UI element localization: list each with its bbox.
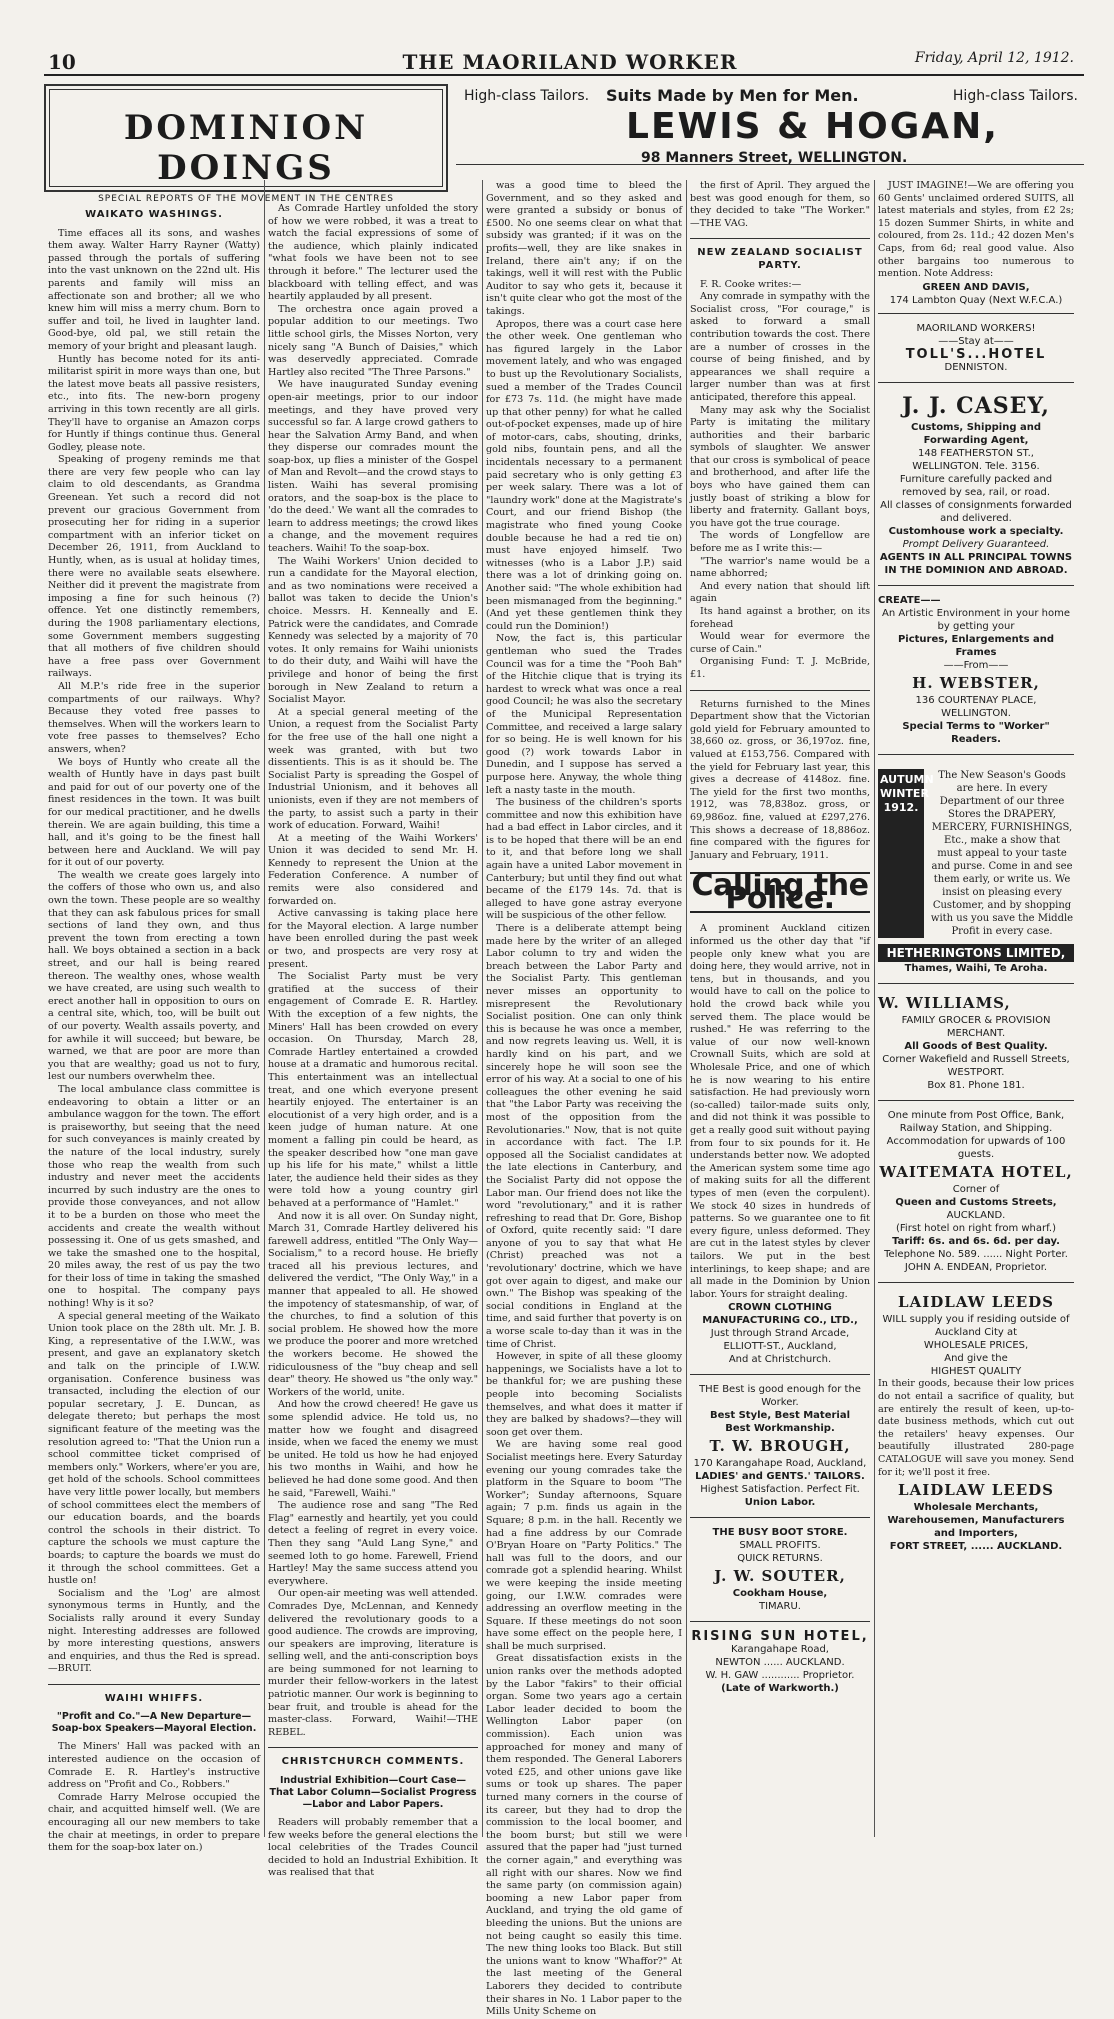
header-rule — [44, 74, 1084, 76]
casey-line-2: All classes of consignments forwarded and delivered. — [880, 499, 1072, 524]
tolls-line-2: ——Stay at—— — [938, 335, 1014, 347]
webster-name: H. WEBSTER, — [912, 673, 1040, 692]
laidlaw-line-7: FORT STREET, ...... AUCKLAND. — [889, 1541, 1063, 1553]
williams-name: W. WILLIAMS, — [878, 994, 1011, 1013]
waitemata-accommodation: Accommodation for upwards of 100 guests. — [886, 1136, 1066, 1161]
waitemata-ad — [878, 1100, 1074, 1282]
poem-line: Its hand against a brother, on its forehead — [690, 606, 870, 630]
tolls-town: DENNISTON. — [944, 361, 1008, 373]
divider — [690, 690, 870, 691]
casey-address-2: WELLINGTON. Tele. 3156. — [912, 460, 1040, 472]
laidlaw-name: LAIDLAW LEEDS — [898, 1293, 1054, 1312]
brough-ad — [690, 1374, 870, 1517]
laidlaw-line-6: Wholesale Merchants, Warehousemen, Manufacturers and Importers, — [887, 1502, 1065, 1540]
paper-title: THE MAORILAND WORKER — [402, 50, 738, 74]
webster-ad — [878, 585, 1074, 754]
paragraph: Speaking of progeny reminds me that there are very few people who can lay claim to old descendants, as Grandma Greenean. Yet such a record did not prevent our gracious Government from prosecuting her for riding in a superior compartment with an inferior ticket on December 26, 1911, from Auckland to Huntly, when, as is usual at holiday times, there were no available seats elsewhere. Neither did it prevent the magistrate from imposing a fine for such heinous (?) offence. Yet one distinctly remembers, during the 1908 parliamentary elections, some Government members suggesting that all mothers of five children should have a free pass over Government railways. — [48, 454, 260, 680]
hetheringtons-ad — [878, 754, 1074, 984]
paragraph: The business of the children's sports committee and now this exhibition have had a bad effect in Labor circles, and it is to be hoped that there will be an end to it, and that before long we shall again have a united Labor movement in Canterbury; but until they find out what became of the £179 14s. 7d. that is alleged to have gone astray everyone will be suspicious of the other fellow. — [486, 797, 682, 922]
divider — [268, 1747, 478, 1748]
laidlaw-line-2: WHOLESALE PRICES, — [923, 1340, 1029, 1352]
rising-sun-title: RISING SUN HOTEL, — [691, 1629, 869, 1645]
williams-ad — [878, 983, 1074, 1100]
waitemata-town: AUCKLAND. — [946, 1210, 1006, 1222]
column-rule — [482, 180, 483, 1837]
green-davis-address: 174 Lambton Quay (Next W.F.C.A.) — [889, 294, 1063, 306]
paragraph: Active canvassing is taking place here for the Mayoral election. A large number have been enrolled during the past week or two, and prospects are very rosy at present. — [268, 908, 478, 970]
rising-sun-town: NEWTON ...... AUCKLAND. — [715, 1657, 845, 1669]
waitemata-corner: Corner of — [952, 1184, 1000, 1196]
paragraph: Now, the fact is, this particular gentleman who sued the Trades Council was for a time the "Pooh Bah" of the Hitchie clique that is trying its hardest to wreck what was once a real good Council; he was also the secretary of the Municipal Representation Committee, and received a large salary for so being. He is well known for his good (?) work towards Labor in Dunedin, and I suppose has served a purpose here. Anyway, the whole thing left a nasty taste in the mouth. — [486, 633, 682, 796]
green-davis-name: GREEN AND DAVIS, — [922, 281, 1030, 293]
crown-clothing-address-2: ELLIOTT-ST., Auckland, — [723, 1341, 837, 1353]
casey-line-5: AGENTS IN ALL PRINCIPAL TOWNS IN THE DOMINION AND ABROAD. — [879, 551, 1073, 576]
ad-rule — [456, 164, 1084, 165]
souter-house: Cookham House, — [732, 1588, 828, 1600]
paragraph: The local ambulance class committee is endeavoring to obtain a litter or an ambulance waggon for the town. The effort is praiseworthy, but seeing that the need for such conveyances is mainly created by the nature of the local industry, surely those who reap the wealth from such industry and never meet the accidents incurred by such industry are the ones to provide those conveyances, and not allow it to be a burden on those who meet the accidents and create the wealth without possessing it. One of us gets smashed, and we take the smashed one to the hospital, 20 miles away, the rest of us pay the two for their loss of time in taking the smashed one to hospital. The company pays nothing! Why is it so? — [48, 1083, 260, 1310]
paragraph: The Socialist Party must be very gratified at the success of their engagement of Comrade E. R. Hartley. With the exception of a few nights, the Miners' Hall has been crowded on every occasion. On Thursday, March 28, Comrade Hartley entertained a crowded house at a dramatic and humorous recital. This entertainment was an intellectual treat, and one which everyone present heartily enjoyed. The entertainer is an elocutionist of a very high order, and is a keen judge of human nature. At one moment a falling pin could be heard, as the speaker described how "one man gave up his life for his mate," whilst a little later, the audience held their sides as they were told how a young country girl behaved at a performance of "Hamlet." — [268, 971, 478, 1209]
poem-line: And every nation that should lift again — [690, 580, 870, 605]
writer-line: F. R. Cooke writes:— — [700, 278, 802, 290]
webster-line-2: An Artistic Environment in your home by getting your — [882, 607, 1070, 632]
brough-intro: THE Best is good enough for the Worker. — [699, 1384, 861, 1409]
divider — [690, 238, 870, 239]
rising-sun-ad — [690, 1621, 870, 1703]
casey-address-1: 148 FEATHERSTON ST., — [918, 447, 1034, 459]
laidlaw-name-2: LAIDLAW LEEDS — [898, 1481, 1054, 1500]
paragraph: was a good time to bleed the Government, and so they asked and were granted a subsidy or bonus of £500. No one seems clear on what that subsidy was granted; if it was on the profits—well, they are like snakes in Ireland, there ain't any; if on the takings, well it will rest with the Public Auditor to say who gets it, because it isn't quite clear who got the most of the takings. — [486, 180, 682, 317]
paragraph: There is a deliberate attempt being made here by the writer of an alleged Labor column to try and widen the breach between the Labor Party and the Socialist Party. This gentleman never misses an opportunity to misrepresent the Revolutionary Socialist position. One can only think this is because he was once a member, and now regrets leaving us. Well, it is hardly kind on his part, and we sincerely hope he will soon see the error of his way. At a social to one of his colleagues the other evening he said that "the Labor Party was receiving the most of the opposition from the Revolutionaries." Now, that is not quite in accordance with fact. The I.P. opposed all the Socialist candidates at the late elections in Canterbury, and the Socialist Party did not oppose the Labor man. Our friend does not like the word "revolutionary," and it is rather refreshing to read that Dr. Gore, Bishop of Oxford, quite recently said: "I dare anyone of you to say that what He (Christ) preached was not a 'revolutionary' doctrine, which we have got over again to digest, and make our own." The Bishop was speaking of the social conditions in England at the time, and said further that poverty is on a worse scale to-day than it was in the time of Christ. — [486, 923, 682, 1350]
brough-satisfaction: Highest Satisfaction. Perfect Fit. — [700, 1484, 860, 1496]
webster-create: CREATE—— — [878, 594, 941, 606]
laidlaw-line-1: WILL supply you if residing outside of Auckland City at — [882, 1314, 1070, 1339]
casey-line-3: Customhouse work a specialty. — [888, 525, 1064, 537]
article-subheading-waihi: "Profit and Co."—A New Departure—Soap-box Speakers—Mayoral Election. — [51, 1711, 257, 1735]
paragraph: The audience rose and sang "The Red Flag" earnestly and heartily, yet you could detect a feeling of regret in every voice. Then they sang "Auld Lang Syne," and seemed loth to go home. Farewell, Friend Hartley! May the same success attend you everywhere. — [268, 1500, 478, 1587]
column-3 — [486, 180, 682, 2018]
column-5 — [878, 180, 1074, 1840]
paragraph: We have inaugurated Sunday evening open-air meetings, prior to our indoor meetings, and they have proved very successful so far. A large crowd gathers to hear the Salvation Army Band, and when they disperse our comrades mount the soap-box, up flies a minister of the Gospel of Man and Revolt—and the crowd stays to listen. Waihi has several promising orators, and the soap-box is the place to 'do the deed.' We want all the comrades to learn to address meetings; the crowd likes a change, and the movement requires teachers. Waihi! To the soap-box. — [268, 379, 478, 555]
article-heading-christchurch: CHRISTCHURCH COMMENTS. — [281, 1756, 465, 1768]
paragraph: And now it is all over. On Sunday night, March 31, Comrade Hartley delivered his farewell address, entitled "The Only Way—Socialism," to a record house. He briefly traced all his previous lectures, and delivered the verdict, "The Only Way," in a manner that appealed to all. He showed the impotency of statesmanship, of war, of the churches, to find a solution of this social problem. He showed how the more we produce the poorer and more wretched the workers become. He showed the ridiculousness of the "buy cheap and sell dear" theory. He showed us "the only way." Workers of the world, unite. — [268, 1210, 478, 1398]
paragraph: Time effaces all its sons, and washes them away. Walter Harry Rayner (Watty) passed through the portals of suffering into the vast unknown on the 22nd ult. His parents and family will miss an affectionate son and brother; all we who knew him will miss a merry chum. Born to suffer and toil, he lived in laughter land. Good-bye, old pal, we still retain the memory of your bright and pleasant laugh. — [48, 227, 260, 352]
paragraph: The wealth we create goes largely into the coffers of those who own us, and also own the town. These people are so wealthy that they can ask fabulous prices for small sections of land they own, and thus prevent the town from erecting a town hall. We boys obtained a section in a back street, and our hall is being reared thereon. The wealthy ones, whose wealth we have created, are using such wealth to erect another hall in opposition to ours on a central site, which, too, will be built out of our poverty. Wealth assails poverty, and for awhile it will succeed; but beware, be warned, we that are poor are more than you that are wealthy; goad us not to fury, lest our numbers overwhelm thee. — [48, 869, 260, 1083]
dominion-doings-subtitle: SPECIAL REPORTS OF THE MOVEMENT IN THE CENTRES — [98, 194, 394, 204]
paragraph: the first of April. They argued the best was good enough for them, so they decided to take "The Worker." —THE VAG. — [690, 180, 870, 229]
paragraph: All M.P.'s ride free in the superior compartments of our railways. Why? Because they voted free passes to themselves. When will the workers learn to vote free passes to themselves? Echo answers, when? — [48, 680, 260, 755]
paragraph: We are having some real good Socialist meetings here. Every Saturday evening our young comrades take the platform in the Square to boom "The Worker"; Sunday afternoons, Square again; 7 p.m. finds us again in the Square; 8 p.m. in the hall. Recently we had a fine address by our Comrade O'Bryan Hoare on "Party Politics." The hall was full to the doors, and our comrade got a splendid hearing. Whilst we were keeping the inside meeting going, our I.W.W. comrades were addressing an overflow meeting in the Square. If these meetings do not soon have some effect on the people here, I shall be much surprised. — [486, 1439, 682, 1652]
crown-clothing-address-1: Just through Strand Arcade, — [710, 1328, 850, 1340]
laidlaw-line-5: In their goods, because their low prices do not entail a sacrifice of quality, but are entirely the result of keen, up-to-date business methods, which cut out the retailers' heavy expenses. Our beautifully illustrated 280-page CATALOGUE will save you money. Send for it; we'll post it free. — [878, 1378, 1074, 1478]
lewis-hogan-ad — [456, 84, 1084, 164]
rising-sun-road: Karangahape Road, — [731, 1644, 829, 1656]
laidlaw-line-3: And give the — [944, 1353, 1008, 1365]
column-2 — [268, 203, 478, 1879]
waitemata-streets: Queen and Customs Streets, — [895, 1197, 1057, 1209]
webster-address-2: WELLINGTON. — [941, 707, 1011, 719]
casey-line-4: Prompt Delivery Guaranteed. — [902, 538, 1050, 550]
autumn-text: The New Season's Goods are here. In every Department of our three Stores the DRAPERY, MERCERY, FURNISHINGS, Etc., make a show that must appeal to your taste and purse. Come in and see them early, or write us. We insist on pleasing every Customer, and by shopping with us you save the Middle Profit in every case. — [930, 769, 1074, 937]
williams-line-1: All Goods of Best Quality. — [904, 1041, 1048, 1053]
article-heading-waihi: WAIHI WHIFFS. — [104, 1692, 204, 1704]
article-subheading-christchurch: Industrial Exhibition—Court Case—That Labor Column—Socialist Progress—Labor and Labor Papers. — [269, 1775, 477, 1811]
dominion-doings-title: DOMINION DOINGS — [123, 108, 369, 188]
brough-trade: LADIES' and GENTS.' TAILORS. — [695, 1471, 865, 1483]
paragraph: Our open-air meeting was well attended. Comrades Dye, McLennan, and Kennedy delivered the revolutionary goods to a good audience. The crowds are improving, our speakers are improving, literature is selling well, and the anti-conscription boys are being summoned for not learning to murder their fellow-workers in the latest patriotic manner. Our work is beginning to bear fruit, and trouble is ahead for the master-class. Forward, Waihi!—THE REBEL. — [268, 1588, 478, 1738]
paragraph: As Comrade Hartley unfolded the story of how we were robbed, it was a treat to watch the facial expressions of some of the audience, which plainly indicated "what fools we have been not to see through it before." The lecturer used the blackboard with telling effect, and was heartily applauded by all present. — [268, 203, 478, 303]
paragraph: At a meeting of the Waihi Workers' Union it was decided to send Mr. H. Kennedy to represent the Union at the Federation Conference. A number of remits were also considered and forwarded on. — [268, 832, 478, 907]
rising-sun-proprietor: W. H. GAW ............ Proprietor. — [705, 1670, 855, 1682]
paragraph: The Waihi Workers' Union decided to run a candidate for the Mayoral election, and as two nominations were received a ballot was taken to decide the Union's choice. Messrs. H. Kenneally and E. Patrick were the candidates, and Comrade Kennedy was selected by a majority of 70 votes. It only remains for Waihi unionists to do their duty, and Waihi will have the privilege and honor of being the first borough in New Zealand to return a Socialist Mayor. — [268, 555, 478, 706]
lewis-hogan-address: 98 Manners Street, WELLINGTON. — [641, 150, 908, 166]
column-rule — [264, 180, 265, 1837]
williams-trade: FAMILY GROCER & PROVISION MERCHANT. — [901, 1015, 1051, 1040]
souter-title: THE BUSY BOOT STORE. — [712, 1527, 848, 1539]
webster-line-5: Special Terms to "Worker" Readers. — [902, 720, 1050, 745]
paragraph: Readers will probably remember that a few weeks before the general elections the local celebrities of the Trades Council decided to hold an Industrial Exhibition. It was realised that that — [268, 1817, 478, 1879]
hetheringtons-name: HETHERINGTONS LIMITED, — [878, 944, 1074, 963]
brough-tag-2: Best Workmanship. — [725, 1423, 835, 1435]
paragraph: We boys of Huntly who create all the wealth of Huntly have in days past built and paid for out of our poverty one of the finest residences in the town. It was built for our medical practitioner, and he dwells therein. We are again building, this time a hall, and it's going to be the finest hall between here and Auckland. We will pay for it out of our poverty. — [48, 756, 260, 869]
divider — [48, 1684, 260, 1685]
page-number: 10 — [48, 50, 76, 74]
green-davis-text: JUST IMAGINE!—We are offering you 60 Gents' unclaimed ordered SUITS, all latest materials and styles, from £2 2s; 15 dozen Summer Shirts, in white and coloured, from 2s. 11d.; 42 dozen Men's Caps, from 6d; real good value. Also other bargains too numerous to mention. Note Address: — [878, 180, 1074, 280]
casey-ad — [878, 382, 1074, 585]
paragraph: Comrade Harry Melrose occupied the chair, and acquitted himself well. (We are encouraging all our new members to take the chair at meetings, in order to prepare them for the soap-box later on.) — [48, 1791, 260, 1854]
waitemata-intro: One minute from Post Office, Bank, Railway Station, and Shipping. — [887, 1110, 1065, 1135]
williams-line-2: Corner Wakefield and Russell Streets, WESTPORT. — [882, 1054, 1070, 1079]
paragraph: And how the crowd cheered! He gave us some splendid advice. He told us, no matter how we fought and disagreed inside, when we faced the enemy we must be united. He told us how he had enjoyed his two months in Waihi, and how he believed he had done some good. And then he said, "Farewell, Waihi." — [268, 1399, 478, 1499]
paragraph: A special general meeting of the Waikato Union took place on the 28th ult. Mr. J. B. King, a representative of the I.W.W., was present, and gave an explanatory sketch and talk on the principle of I.W.W. organisation. Conference business was transacted, including the election of our popular secretary, J. E. Duncan, as delegate thereto; but perhaps the most significant feature of the meeting was the resolution agreed to: "That the Union run a school committee ticket comprised of members only." Workers, where'er you are, get hold of the schools. School committees have very little power locally, but members of school committees elect the members of our education boards, and the boards control the schools in their district. To capture the schools we must capture the boards; to capture the boards we must do it through the school committees. Get a hustle on! — [48, 1310, 260, 1587]
paragraph: The Miners' Hall was packed with an interested audience on the occasion of Comrade E. R. Hartley's instructive address on "Profit and Co., Robbers." — [48, 1741, 260, 1791]
waitemata-telephone: Telephone No. 589. ...... Night Porter. — [884, 1249, 1068, 1261]
column-rule — [686, 180, 687, 1837]
paragraph: Organising Fund: T. J. McBride, £1. — [690, 656, 870, 680]
brough-name: T. W. BROUGH, — [709, 1437, 851, 1456]
brough-union: Union Labor. — [744, 1497, 816, 1509]
paragraph: Socialism and the 'Log' are almost synonymous terms in Huntly, and the Socialists rally around it every Sunday night. Interesting addresses are followed by more interesting questions, answers and enquiries, and thus the Red is spread.—BRUIT. — [48, 1587, 260, 1675]
webster-line-3: Pictures, Enlargements and Frames — [897, 633, 1055, 658]
laidlaw-line-4: HIGHEST QUALITY — [930, 1366, 1022, 1378]
waitemata-tariff: Tariff: 6s. and 6s. 6d. per day. — [892, 1236, 1060, 1248]
issue-date: Friday, April 12, 1912. — [914, 50, 1074, 66]
paragraph: However, in spite of all these gloomy happenings, we Socialists have a lot to be thankful for; we are pushing these people into becoming Socialists themselves, and what does it matter if they are balked by shadows?—they will soon get over them. — [486, 1351, 682, 1438]
article-heading-waikato: WAIKATO WASHINGS. — [85, 209, 223, 220]
paragraph: Apropos, there was a court case here the other week. One gentleman who has figured largely in the Labor movement lately, and who was engaged to bust up the Revolutionary Socialists, sued a member of the Trades Council for £73 7s. 11d. (he might have made up that other penny) for what he called out-of-pocket expenses, made up of hire of motor-cars, cabs, shouting, drinks, gold nibs, fountain pens, and all the incidentals necessary to a permanent paid secretary who is only getting £3 per week salary. There was a lot of "laundry work" done at the Magistrate's Court, and our friend Bishop (the magistrate who fined young Cooke double because he had a red tie on) must have enjoyed himself. Two witnesses (who is a Labor J.P.) said there was a lot of drinking going on. Another said: "The whole exhibition had been mismanaged from the beginning." (And yet these gentlemen think they could run the Dominion!) — [486, 318, 682, 632]
waitemata-first: (First hotel on right from wharf.) — [896, 1223, 1056, 1235]
webster-address-1: 136 COURTENAY PLACE, — [915, 694, 1037, 706]
brough-tag-1: Best Style, Best Material — [709, 1410, 851, 1422]
tolls-line-1: MAORILAND WORKERS! — [916, 322, 1036, 334]
souter-ad — [690, 1517, 870, 1621]
dominion-doings-banner — [44, 84, 448, 204]
article-heading-nz-socialist-party: NEW ZEALAND SOCIALIST PARTY. — [697, 247, 863, 271]
lewis-hogan-headline: Suits Made by Men for Men. — [606, 86, 859, 105]
tolls-name: TOLL'S...HOTEL — [905, 346, 1047, 362]
casey-line-1: Furniture carefully packed and removed by sea, rail, or road. — [899, 473, 1053, 498]
waitemata-name: WAITEMATA HOTEL, — [879, 1163, 1073, 1182]
waitemata-proprietor: JOHN A. ENDEAN, Proprietor. — [904, 1262, 1048, 1274]
casey-trade: Customs, Shipping and Forwarding Agent, — [911, 421, 1041, 446]
souter-name: J. W. SOUTER, — [714, 1567, 846, 1586]
poem-line: Would wear for evermore the curse of Cain." — [690, 631, 870, 655]
paragraph: Many may ask why the Socialist Party is imitating the military authorities and their barbaric symbols of slaughter. We answer that our cross is symbolical of peace and brotherhood, and after life the boys who have gained them can justly boast of striking a blow for liberty and fraternity. Gallant boys, you have got the true courage. — [690, 404, 870, 529]
brough-address: 170 Karangahape Road, Auckland, — [693, 1458, 867, 1470]
lewis-hogan-tag-left: High-class Tailors. — [464, 88, 590, 104]
crown-clothing-name: CROWN CLOTHING MANUFACTURING CO., LTD., — [702, 1302, 858, 1327]
paragraph: The words of Longfellow are before me as I write this:— — [690, 530, 870, 555]
casey-name: J. J. CASEY, — [902, 392, 1050, 419]
paragraph: Huntly has become noted for its anti-militarist spirit in more ways than one, but the latest move beats all passive resisters, etc., into fits. The new-born progeny arriving in this town recently are all girls. They'll have to organise an Amazon corps for Huntly if things continue thus. General Godley, please note. — [48, 353, 260, 453]
rising-sun-late: (Late of Warkworth.) — [721, 1683, 839, 1695]
souter-town: TIMARU. — [759, 1601, 801, 1613]
paragraph: Returns furnished to the Mines Department show that the Victorian gold yield for February amounted to 38,660 oz. gross, or 36,197oz. fine, valued at £153,756. Compared with the yield for February last year, this gives a decrease of 4148oz. fine. The yield for the first two months, 1912, was 78,838oz. gross, or 69,986oz. fine, valued at £297,276. This shows a decrease of 18,886oz. fine compared with the figures for January and February, 1911. — [690, 698, 870, 861]
paragraph: A prominent Auckland citizen informed us the other day that "if people only knew what you are doing here, they would arrive, not in tens, but in thousands, and you would have to call on the police to hold the crowd back while you served them. The place would be rushed." He was referring to the value of our now well-known Crownall Suits, which are sold at Wholesale Price, and one of which he is now wearing to his entire satisfaction. He had previously worn (so-called) tailor-made suits only, and did not think it was possible to get a really good suit without paying from four to six pounds for it. He understands better now. We adopted the American system some time ago of making suits for all the different types of men (even the corpulent). We stock 40 sizes in hundreds of patterns. So we guarantee one to fit every figure, unless deformed. They are cut in the latest styles by clever tailors. We put in the best interlinings, to keep shape; and are all made in the Dominion by Union labor. Yours for straight dealing. — [690, 923, 870, 1300]
laidlaw-leeds-ad — [878, 1282, 1074, 1561]
column-4 — [690, 180, 870, 1840]
lewis-hogan-name: LEWIS & HOGAN, — [626, 106, 999, 147]
paragraph: Great dissatisfaction exists in the union ranks over the methods adopted by the Labor "fakirs" to their official organ. Some two years ago a certain Labor leader decided to boom the Wellington Labor paper (on commission). Each union was approached for money and many of them responded. The General Laborers voted £25, and other unions gave like sums or took up shares. The paper turned many corners in the course of its career, but they had to drop the commission to the local boomer, and the boom burst; but still we were assured that the paper had "just turned the corner again," and everything was all right with our shares. Now we find the same party (on commission again) booming a new Labor paper from Auckland, and trying the old game of bleeding the unions. But the unions are not being caught so easily this time. The new thing looks too Black. But still the unions want to know "Whaffor?" At the last meeting of the General Laborers they decided to contribute their shares in No. 1 Labor paper to the Mills Unity Scheme on — [486, 1653, 682, 2018]
webster-line-4: ——From—— — [943, 659, 1009, 671]
williams-line-3: Box 81. Phone 181. — [927, 1080, 1025, 1092]
autumn-winter-badge: AUTUMN WINTER 1912. — [878, 769, 924, 938]
crown-clothing-address-3: And at Christchurch. — [728, 1354, 832, 1366]
tolls-hotel-ad — [878, 313, 1074, 382]
paragraph: At a special general meeting of the Union, a request from the Socialist Party for the free use of the hall one night a week was granted, with but two dissentients. This is as it should be. The Socialist Party is spreading the Gospel of Industrial Unionism, and it behoves all unionists, even if they are not members of the party, to assist such a party in their work of education. Forward, Waihi! — [268, 706, 478, 832]
poem-line: "The warrior's name would be a name abhorred; — [690, 555, 870, 580]
souter-line-2: QUICK RETURNS. — [737, 1553, 823, 1565]
hetheringtons-towns: Thames, Waihi, Te Aroha. — [904, 963, 1048, 975]
green-davis-ad — [878, 180, 1074, 307]
calling-police-heading: Calling the Police. — [691, 868, 869, 916]
paragraph: The orchestra once again proved a popular addition to our meetings. Two little school girls, the Misses Norton, very nicely sang "A Bunch of Daisies," which was deservedly appreciated. Comrade Hartley also recited "The Three Parsons." — [268, 303, 478, 378]
column-rule — [874, 180, 875, 1837]
paragraph: Any comrade in sympathy with the Socialist cross, "For courage," is asked to forward a small contribution towards the cost. There are a number of crosses in the course of being finished, and by appearances we shall require a larger number than was at first anticipated, therefore this appeal. — [690, 291, 870, 403]
souter-line-1: SMALL PROFITS. — [739, 1540, 821, 1552]
lewis-hogan-tag-right: High-class Tailors. — [952, 88, 1078, 104]
column-1 — [48, 203, 260, 1854]
